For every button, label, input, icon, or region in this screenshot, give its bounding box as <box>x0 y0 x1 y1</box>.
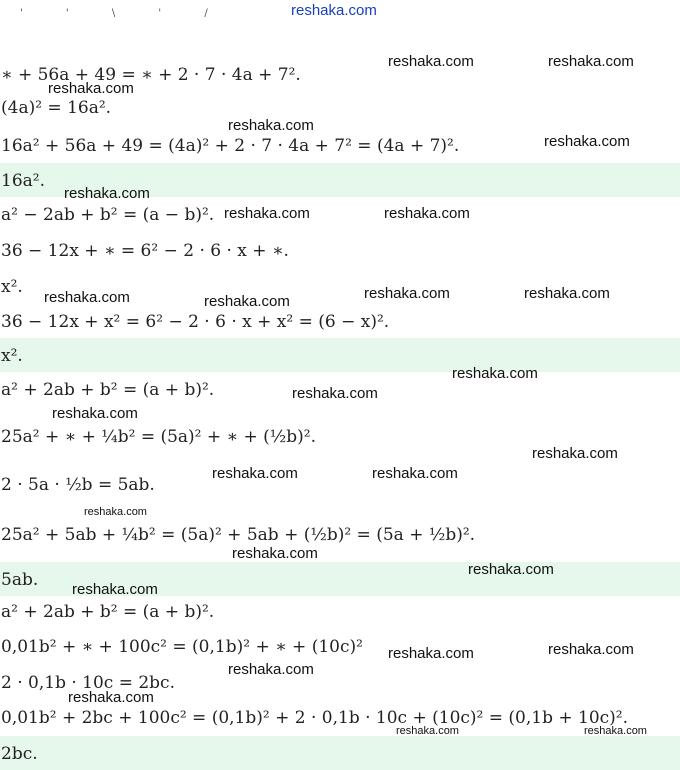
watermark: reshaka.com <box>452 365 538 382</box>
watermark: reshaka.com <box>292 385 378 402</box>
watermark: reshaka.com <box>532 445 618 462</box>
math-line: 36 − 12x + ∗ = 6² − 2 · 6 · x + ∗. <box>1 241 289 261</box>
math-line: a² − 2ab + b² = (a − b)². <box>1 205 215 225</box>
math-line: 36 − 12x + x² = 6² − 2 · 6 · x + x² = (6 − x)². <box>1 312 390 332</box>
watermark: reshaka.com <box>212 465 298 482</box>
math-line: 0,01b² + 2bc + 100c² = (0,1b)² + 2 · 0,1b · 10c + (10c)² = (0,1b + 10c)². <box>1 708 629 728</box>
watermark: reshaka.com <box>72 581 158 598</box>
watermark: reshaka.com <box>64 185 150 202</box>
math-line: 0,01b² + ∗ + 100c² = (0,1b)² + ∗ + (10c)² <box>1 637 363 657</box>
math-line: 16a² + 56a + 49 = (4a)² + 2 · 7 · 4a + 7² = (4a + 7)². <box>1 136 460 156</box>
watermark: reshaka.com <box>68 689 154 706</box>
watermark: reshaka.com <box>204 293 290 310</box>
watermark: reshaka.com <box>468 561 554 578</box>
math-line: 25a² + 5ab + ¼b² = (5a)² + 5ab + (½b)² = (5a + ½b)². <box>1 525 476 545</box>
watermark: reshaka.com <box>372 465 458 482</box>
watermark: reshaka.com <box>396 725 459 737</box>
math-line: 25a² + ∗ + ¼b² = (5a)² + ∗ + (½b)². <box>1 427 316 447</box>
watermark: reshaka.com <box>224 205 310 222</box>
answer-band-2 <box>0 338 680 372</box>
watermark: reshaka.com <box>44 289 130 306</box>
watermark: reshaka.com <box>84 506 147 518</box>
math-line: ∗ + 56a + 49 = ∗ + 2 · 7 · 4a + 7². <box>1 65 301 85</box>
watermark: reshaka.com <box>52 405 138 422</box>
watermark: reshaka.com <box>232 545 318 562</box>
watermark: reshaka.com <box>548 641 634 658</box>
watermark: reshaka.com <box>228 117 314 134</box>
watermark: reshaka.com <box>384 205 470 222</box>
watermark: reshaka.com <box>48 80 134 97</box>
answer-text: x². <box>1 346 23 366</box>
math-line: 2 · 0,1b · 10c = 2bc. <box>1 673 175 693</box>
math-line: (4a)² = 16a². <box>1 98 112 118</box>
watermark: reshaka.com <box>388 53 474 70</box>
answer-text: 16a². <box>1 171 45 191</box>
watermark: reshaka.com <box>228 661 314 678</box>
math-line: a² + 2ab + b² = (a + b)². <box>1 380 215 400</box>
watermark: reshaka.com <box>364 285 450 302</box>
watermark: reshaka.com <box>548 53 634 70</box>
top-marks: ' ' \ ' / <box>20 8 228 19</box>
watermark: reshaka.com <box>388 645 474 662</box>
watermark: reshaka.com <box>524 285 610 302</box>
watermark: reshaka.com <box>544 133 630 150</box>
answer-text: 5ab. <box>1 570 39 590</box>
watermark: reshaka.com <box>584 725 647 737</box>
answer-band-4 <box>0 736 680 770</box>
site-header-link[interactable]: reshaka.com <box>291 2 377 19</box>
math-line: 2 · 5a · ½b = 5ab. <box>1 475 155 495</box>
math-line: a² + 2ab + b² = (a + b)². <box>1 602 215 622</box>
answer-text: 2bc. <box>1 744 38 764</box>
math-line: x². <box>1 277 23 297</box>
